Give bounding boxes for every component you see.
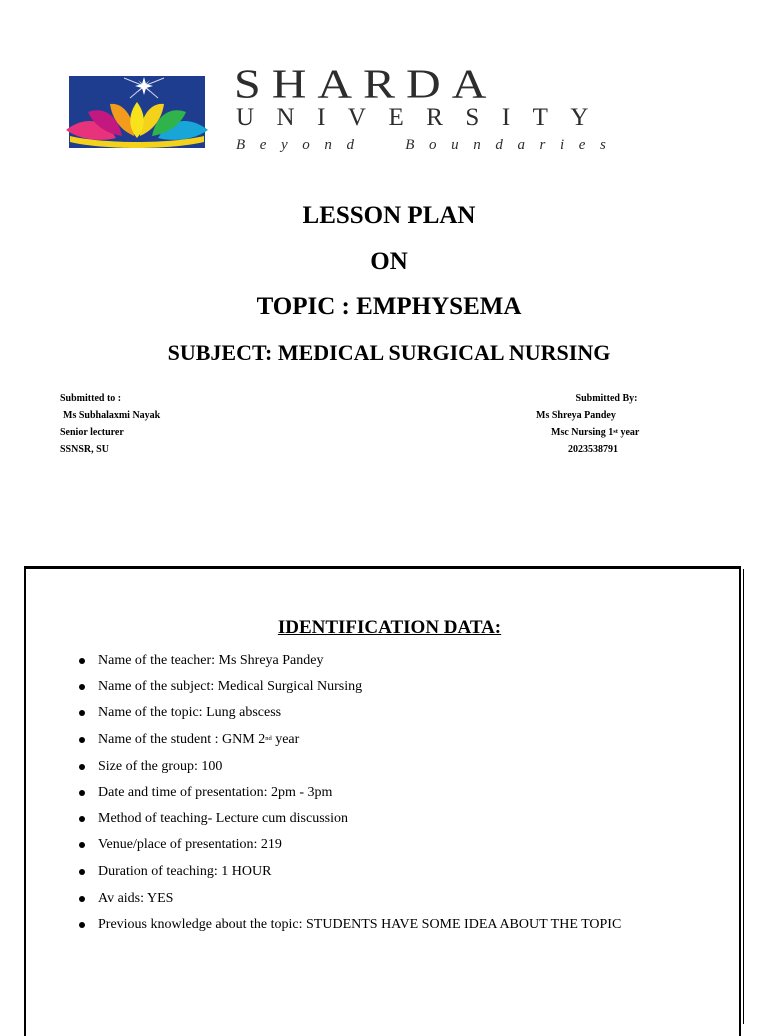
logo-wordmark: SHARDA bbox=[234, 61, 498, 107]
identification-heading: IDENTIFICATION DATA: bbox=[277, 617, 502, 638]
submitted-by-course: Msc Nursing 1st year bbox=[551, 427, 640, 438]
submitted-by-roll-no: 2023538791 bbox=[568, 444, 618, 455]
bullet-icon bbox=[79, 737, 85, 743]
submitted-by-label: Submitted By: bbox=[575, 393, 638, 404]
submitted-by-block bbox=[520, 390, 655, 458]
logo-tagline: Beyond Boundaries bbox=[236, 137, 621, 153]
title-lesson-plan: LESSON PLAN bbox=[302, 202, 476, 229]
title-on: ON bbox=[370, 248, 408, 275]
bullet-icon bbox=[79, 896, 85, 902]
title-topic: TOPIC : EMPHYSEMA bbox=[256, 293, 522, 320]
submitted-to-name: Ms Subhalaxmi Nayak bbox=[63, 410, 161, 421]
list-item: Date and time of presentation: 2pm - 3pm bbox=[98, 783, 332, 803]
list-item: Name of the subject: Medical Surgical Nursing bbox=[98, 677, 362, 697]
bullet-icon bbox=[79, 869, 85, 875]
title-subject: SUBJECT: MEDICAL SURGICAL NURSING bbox=[167, 340, 611, 365]
submitted-by-name: Ms Shreya Pandey bbox=[536, 410, 616, 421]
list-item: Method of teaching- Lecture cum discussion bbox=[98, 809, 348, 829]
bullet-icon bbox=[79, 658, 85, 664]
list-item: Name of the topic: Lung abscess bbox=[98, 703, 281, 723]
list-item: Name of the student : GNM 2nd year bbox=[98, 730, 299, 750]
bullet-icon bbox=[79, 816, 85, 822]
bullet-icon bbox=[79, 764, 85, 770]
submitted-to-institution: SSNSR, SU bbox=[60, 444, 109, 455]
bullet-icon bbox=[79, 842, 85, 848]
bullet-icon bbox=[79, 684, 85, 690]
list-item: Venue/place of presentation: 219 bbox=[98, 835, 282, 855]
list-item: Av aids: YES bbox=[98, 889, 173, 909]
bullet-icon bbox=[79, 922, 85, 928]
submitted-to-label: Submitted to : bbox=[60, 393, 122, 404]
list-item: Duration of teaching: 1 HOUR bbox=[98, 862, 271, 882]
lotus-logo-icon bbox=[64, 72, 210, 152]
logo-subtitle: UNIVERSITY bbox=[236, 104, 611, 131]
bullet-icon bbox=[79, 710, 85, 716]
bullet-icon bbox=[79, 790, 85, 796]
university-logo bbox=[64, 61, 689, 156]
list-item: Size of the group: 100 bbox=[98, 757, 222, 777]
submitted-to-block bbox=[60, 390, 160, 458]
list-item: Name of the teacher: Ms Shreya Pandey bbox=[98, 651, 323, 671]
list-item: Previous knowledge about the topic: STUDENTS HAVE SOME IDEA ABOUT THE TOPIC bbox=[98, 915, 621, 935]
submitted-to-designation: Senior lecturer bbox=[60, 427, 124, 438]
